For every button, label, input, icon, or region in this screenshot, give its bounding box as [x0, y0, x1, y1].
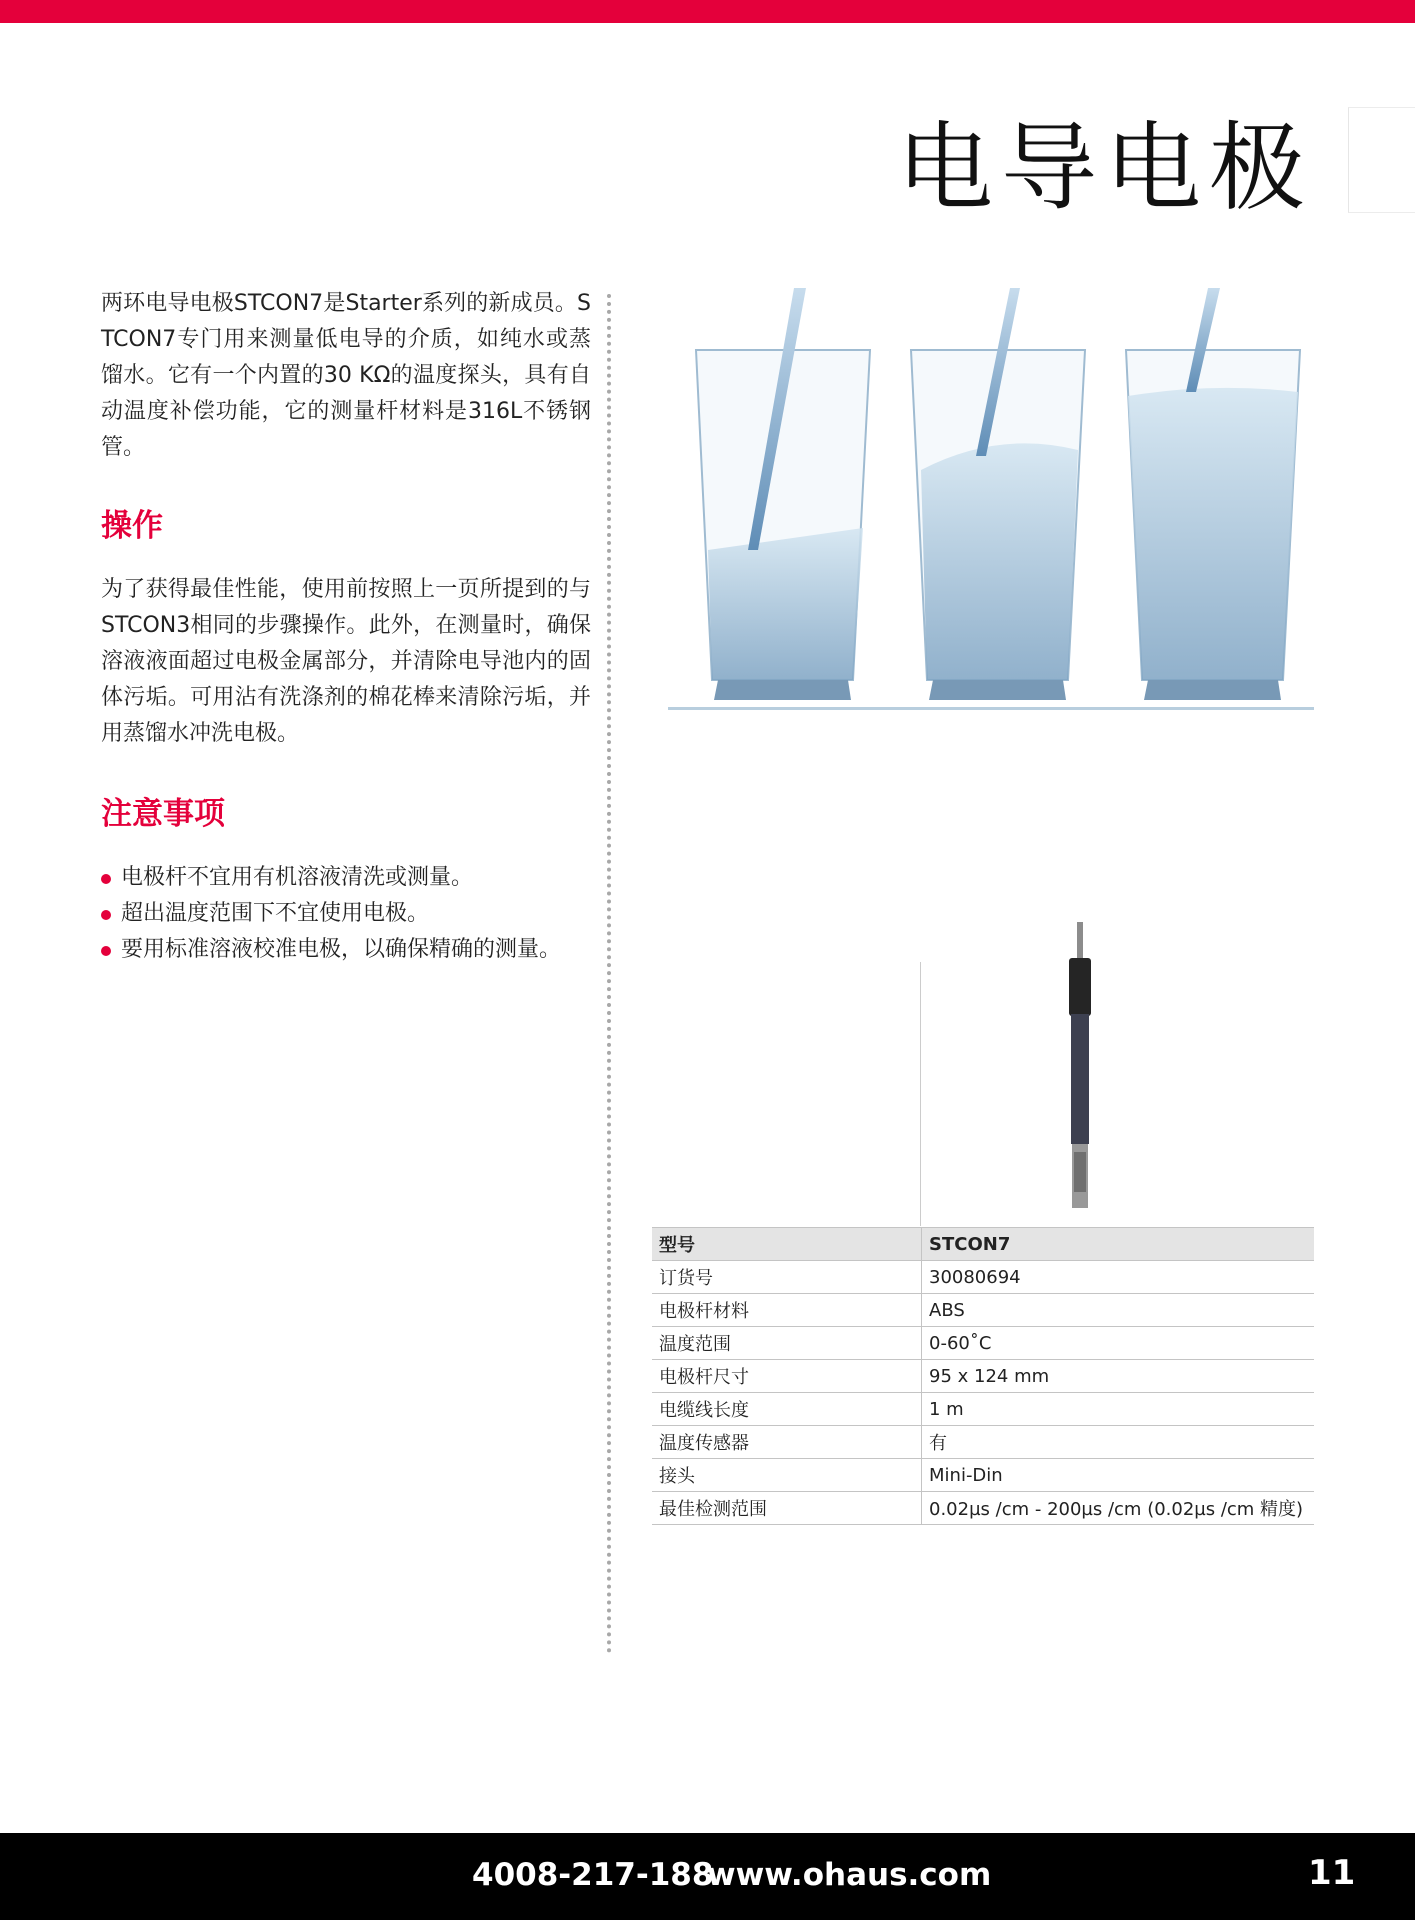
table-row	[652, 1459, 1314, 1492]
notes-heading: 注意事项	[101, 796, 225, 832]
spec-label: 温度范围	[652, 1327, 922, 1360]
bullet-icon	[101, 874, 111, 884]
page-number: 11	[1308, 1853, 1356, 1893]
spec-value: 95 x 124 mm	[922, 1360, 1315, 1393]
spec-label: 电极杆材料	[652, 1294, 922, 1327]
title-side-box	[1348, 107, 1415, 213]
top-accent-bar	[0, 0, 1415, 23]
product-image-divider	[920, 962, 921, 1226]
glass-2	[911, 288, 1085, 700]
footer-bar	[0, 1833, 1415, 1920]
note-text: 要用标准溶液校准电极，以确保精确的测量。	[121, 937, 562, 962]
intro-paragraph: 两环电导电极STCON7是Starter系列的新成员。STCON7专门用来测量低电导的介质，如纯水或蒸馏水。它有一个内置的30 KΩ的温度探头，具有自动温度补偿功能，它的测量杆材料是316L不锈钢管。	[101, 291, 591, 460]
table-row	[652, 1492, 1314, 1525]
header-cell-value: STCON7	[922, 1228, 1315, 1261]
table-row	[652, 1327, 1314, 1360]
footer-website-link[interactable]: www.ohaus.com	[707, 1857, 992, 1893]
table-row	[652, 1294, 1314, 1327]
left-text-column	[101, 286, 591, 968]
spec-label: 温度传感器	[652, 1426, 922, 1459]
spec-value: 0.02µs /cm - 200µs /cm (0.02µs /cm 精度)	[922, 1492, 1315, 1525]
note-text: 电极杆不宜用有机溶液清洗或测量。	[121, 865, 474, 890]
footer-phone: 4008-217-188	[472, 1857, 714, 1893]
bullet-icon	[101, 946, 111, 956]
spec-value: 0-60˚C	[922, 1327, 1315, 1360]
glass-1	[696, 288, 870, 700]
operation-heading: 操作	[101, 508, 163, 544]
spec-table	[652, 1227, 1314, 1525]
spec-value: 1 m	[922, 1393, 1315, 1426]
spec-value: Mini-Din	[922, 1459, 1315, 1492]
header-cell-label: 型号	[652, 1228, 922, 1261]
list-item	[101, 860, 591, 896]
glass-3	[1126, 288, 1300, 700]
spec-label: 最佳检测范围	[652, 1492, 922, 1525]
spec-label: 电极杆尺寸	[652, 1360, 922, 1393]
water-glasses-image	[668, 288, 1314, 712]
dotted-column-divider	[607, 294, 611, 1654]
electrode-product-image	[1060, 922, 1100, 1214]
notes-list	[101, 860, 591, 968]
spec-label: 电缆线长度	[652, 1393, 922, 1426]
spec-value: 有	[922, 1426, 1315, 1459]
page-title: 电导电极	[897, 112, 1313, 224]
table-row	[652, 1426, 1314, 1459]
spec-label: 接头	[652, 1459, 922, 1492]
table-header-row	[652, 1228, 1314, 1261]
spec-label: 订货号	[652, 1261, 922, 1294]
operation-paragraph: 为了获得最佳性能，使用前按照上一页所提到的与STCON3相同的步骤操作。此外，在测量时，确保溶液液面超过电极金属部分，并清除电导池内的固体污垢。可用沾有洗涤剂的棉花棒来清除污垢，并用蒸馏水冲洗电极。	[101, 577, 591, 746]
list-item	[101, 932, 591, 968]
table-row	[652, 1360, 1314, 1393]
note-text: 超出温度范围下不宜使用电极。	[121, 901, 430, 926]
bullet-icon	[101, 910, 111, 920]
table-row	[652, 1393, 1314, 1426]
list-item	[101, 896, 591, 932]
spec-value: 30080694	[922, 1261, 1315, 1294]
table-row	[652, 1261, 1314, 1294]
spec-value: ABS	[922, 1294, 1315, 1327]
